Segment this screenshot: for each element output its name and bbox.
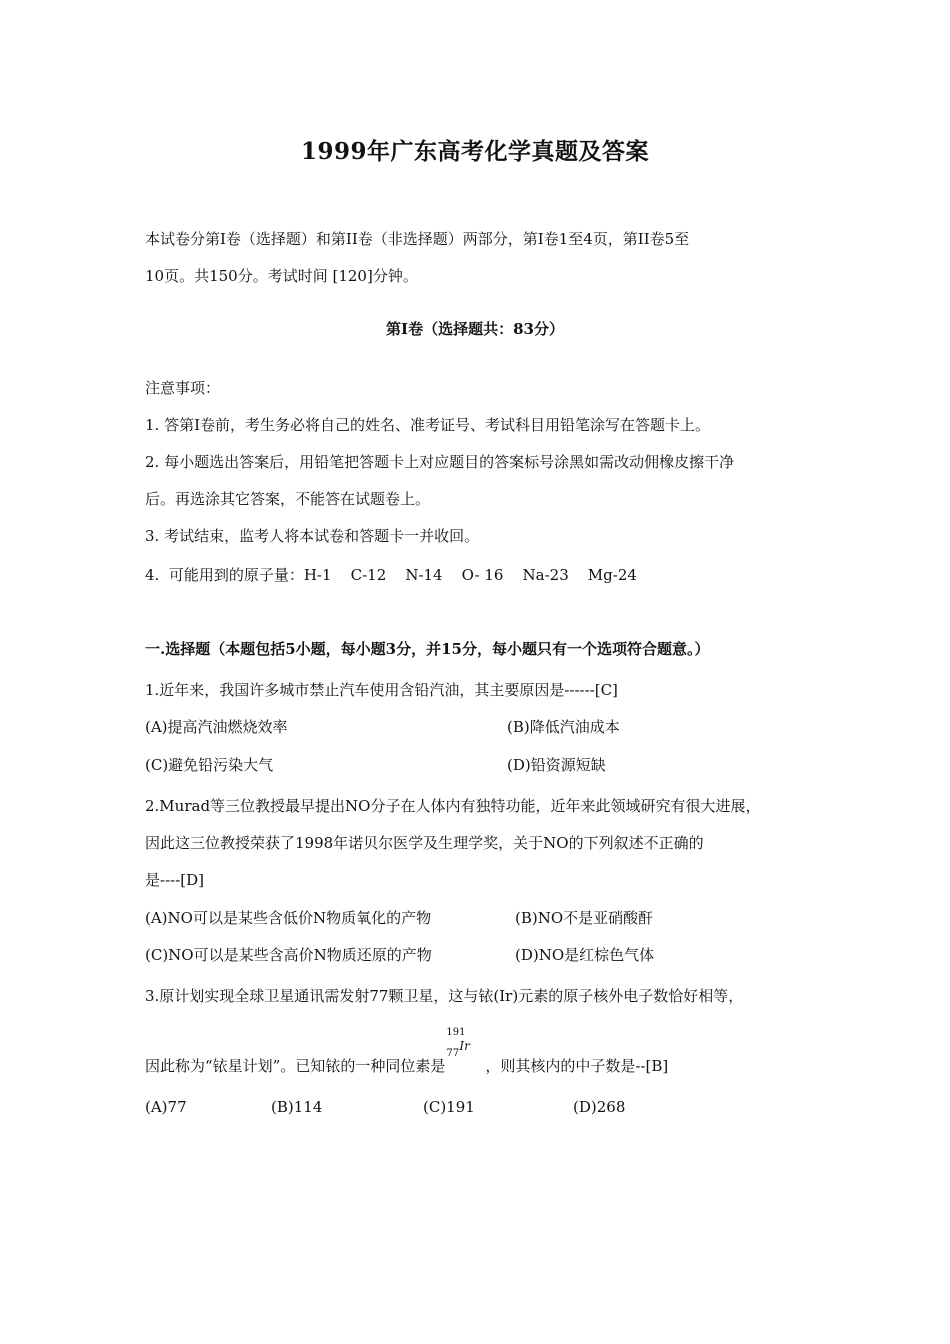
- isotope-element-symbol: Ir: [459, 1039, 470, 1053]
- intro-line-1: 本试卷分第Ⅰ卷（选择题）和第II卷（非选择题）两部分，第Ⅰ卷1至4页，第II卷5至: [145, 230, 690, 248]
- page-title: 1999年广东高考化学真题及答案: [300, 138, 649, 165]
- q1-option-b: (B)降低汽油成本: [507, 718, 620, 736]
- question-1-stem: 1.近年来，我国许多城市禁止汽车使用含铅汽油，其主要原因是------[C]: [145, 681, 618, 699]
- q3-option-c: (C)191: [423, 1098, 475, 1116]
- q2-option-c: (C)NO可以是某些含高价N物质还原的产物: [145, 946, 432, 964]
- note-item-continuation: 后。再选涂其它答案，不能答在试题卷上。: [145, 490, 431, 508]
- note-item: 3. 考试结束，监考人将本试卷和答题卡一并收回。: [145, 527, 480, 545]
- isotope-mass-number: 191: [446, 1027, 466, 1038]
- q2-option-b: (B)NO不是亚硝酸酐: [515, 909, 654, 927]
- question-2-line-1: 2.Murad等三位教授最早提出NO分子在人体内有独特功能，近年来此领域研究有很大进展，: [145, 797, 761, 815]
- notes-heading: 注意事项：: [145, 379, 221, 397]
- question-2-line-3: 是----[D]: [145, 871, 205, 889]
- section-heading: 第Ⅰ卷（选择题共：83分）: [386, 320, 564, 338]
- isotope-atomic-number: 77: [446, 1048, 460, 1059]
- question-3-line-2: [145, 1027, 669, 1076]
- q1-option-d: (D)铅资源短缺: [507, 756, 606, 774]
- q1-option-c: (C)避免铅污染大气: [145, 756, 274, 774]
- q3-option-d: (D)268: [573, 1098, 626, 1116]
- part-heading: 一.选择题（本题包括5小题，每小题3分，并15分，每小题只有一个选项符合题意。）: [145, 640, 710, 658]
- iridium-isotope-symbol: [445, 1027, 485, 1075]
- question-3-line-1: 3.原计划实现全球卫星通讯需发射77颗卫星，这与铱(Ir)元素的原子核外电子数恰好相等，: [145, 987, 744, 1005]
- intro-line-2: 10页。共150分。考试时间 [120]分钟。: [145, 267, 418, 285]
- q3-option-b: (B)114: [271, 1098, 323, 1116]
- q2-option-a: (A)NO可以是某些含低价N物质氧化的产物: [145, 909, 432, 927]
- atomic-masses: 4. 可能用到的原子量：H-1 C-12 N-14 O- 16 Na-23 Mg-24: [145, 566, 637, 584]
- q2-option-d: (D)NO是红棕色气体: [515, 946, 655, 964]
- q3-line2-suffix: ，则其核内的中子数是--[B]: [485, 1057, 669, 1075]
- q3-option-a: (A)77: [145, 1098, 187, 1116]
- q1-option-a: (A)提高汽油燃烧效率: [145, 718, 288, 736]
- note-item: 1. 答第Ⅰ卷前，考生务必将自己的姓名、准考证号、考试科目用铅笔涂写在答题卡上。: [145, 416, 711, 434]
- q3-line2-prefix: 因此称为“铱星计划”。已知铱的一种同位素是: [145, 1057, 446, 1075]
- question-2-line-2: 因此这三位教授荣获了1998年诺贝尔医学及生理学奖，关于NO的下列叙述不正确的: [145, 834, 704, 852]
- note-item: 2. 每小题选出答案后，用铅笔把答题卡上对应题目的答案标号涂黑如需改动佣橡皮擦干净: [145, 453, 735, 471]
